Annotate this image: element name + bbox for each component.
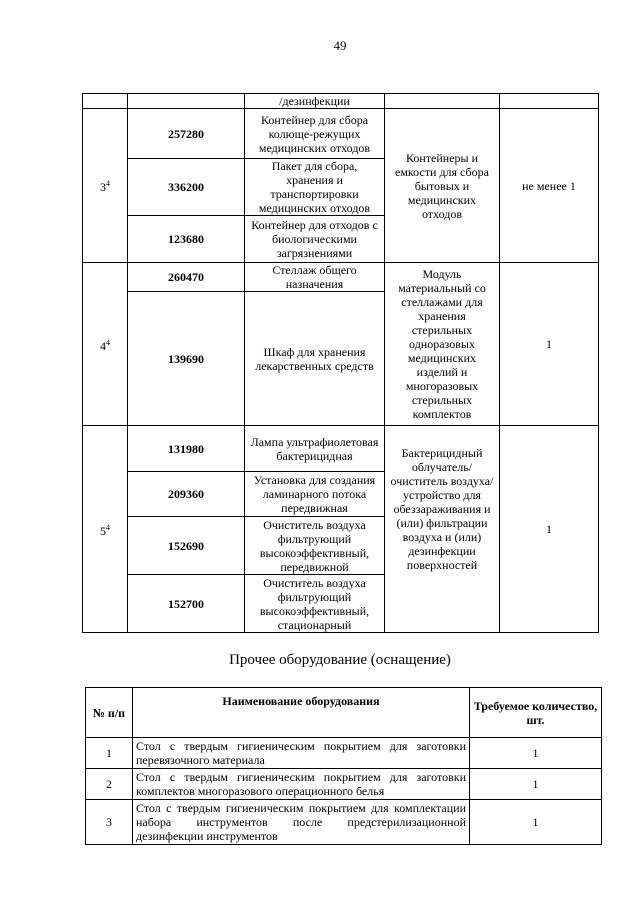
table-row-continuation: [83, 94, 599, 109]
page-number: 49: [333, 38, 347, 53]
item-name: Очиститель воздуха фильтрующий высокоэффективный, передвижной: [245, 517, 385, 575]
item-code: 123680: [128, 216, 245, 263]
code-cell: [128, 94, 245, 109]
required-quantity: 1: [470, 769, 602, 800]
table-row: [86, 738, 602, 769]
row-number: $5^4$: [83, 426, 128, 633]
row-number: $3^4$: [83, 109, 128, 263]
required-quantity: 1: [470, 738, 602, 769]
section-heading: Прочее оборудование (оснащение): [229, 652, 451, 668]
required-quantity: 1: [470, 800, 602, 845]
row-number: 1: [86, 738, 133, 769]
category-name: Контейнеры и емкости для сбора бытовых и медицинских отходов: [385, 109, 500, 263]
header-name: Наименование оборудования: [133, 688, 470, 738]
name-cell: /дезинфекции: [245, 94, 385, 109]
row-number: $4^4$: [83, 263, 128, 426]
category-name: Бактерицидный облучатель/ очиститель воздуха/ устройство для обеззараживания и (или) фильтрации воздуха и (или) дезинфекции поверхностей: [385, 426, 500, 633]
required-quantity: 1: [500, 426, 599, 633]
table-row: [86, 769, 602, 800]
item-code: 257280: [128, 109, 245, 159]
table-row: [83, 109, 599, 159]
equipment-name: Стол с твердым гигиеническим покрытием для заготовки перевязочного материала: [133, 738, 470, 769]
item-name: Контейнер для отходов с биологическими загрязнениями: [245, 216, 385, 263]
required-quantity: не менее 1: [500, 109, 599, 263]
category-cell: [385, 94, 500, 109]
item-name: Пакет для сбора, хранения и транспортировки медицинских отходов: [245, 159, 385, 216]
item-code: 209360: [128, 472, 245, 517]
row-number: 2: [86, 769, 133, 800]
item-name: Шкаф для хранения лекарственных средств: [245, 292, 385, 426]
item-name: Очиститель воздуха фильтрующий высокоэффективный, стационарный: [245, 575, 385, 633]
quantity-cell: [500, 94, 599, 109]
equipment-name: Стол с твердым гигиеническим покрытием для заготовки комплектов многоразового операционного белья: [133, 769, 470, 800]
equipment-table: [82, 93, 599, 633]
header-num: № п/п: [86, 688, 133, 738]
item-code: 139690: [128, 292, 245, 426]
item-code: 260470: [128, 263, 245, 292]
table-row: [86, 800, 602, 845]
item-code: 152700: [128, 575, 245, 633]
item-name: Лампа ультрафиолетовая бактерицидная: [245, 426, 385, 472]
header-quantity: Требуемое количество, шт.: [470, 688, 602, 738]
table-row: [83, 263, 599, 292]
equipment-name: Стол с твердым гигиеническим покрытием для комплектации набора инструментов после предстерилизационной дезинфекции инструментов: [133, 800, 470, 845]
required-quantity: 1: [500, 263, 599, 426]
table-row: [83, 426, 599, 472]
item-code: 152690: [128, 517, 245, 575]
category-name: Модуль материальный со стеллажами для хранения стерильных одноразовых медицинских изделий и многоразовых стерильных комплектов: [385, 263, 500, 426]
item-code: 336200: [128, 159, 245, 216]
item-code: 131980: [128, 426, 245, 472]
table-header-row: [86, 688, 602, 738]
item-name: Контейнер для сбора колюще-режущих медицинских отходов: [245, 109, 385, 159]
other-equipment-table: [85, 687, 602, 845]
item-name: Стеллаж общего назначения: [245, 263, 385, 292]
num-cell: [83, 94, 128, 109]
item-name: Установка для создания ламинарного потока передвижная: [245, 472, 385, 517]
row-number: 3: [86, 800, 133, 845]
